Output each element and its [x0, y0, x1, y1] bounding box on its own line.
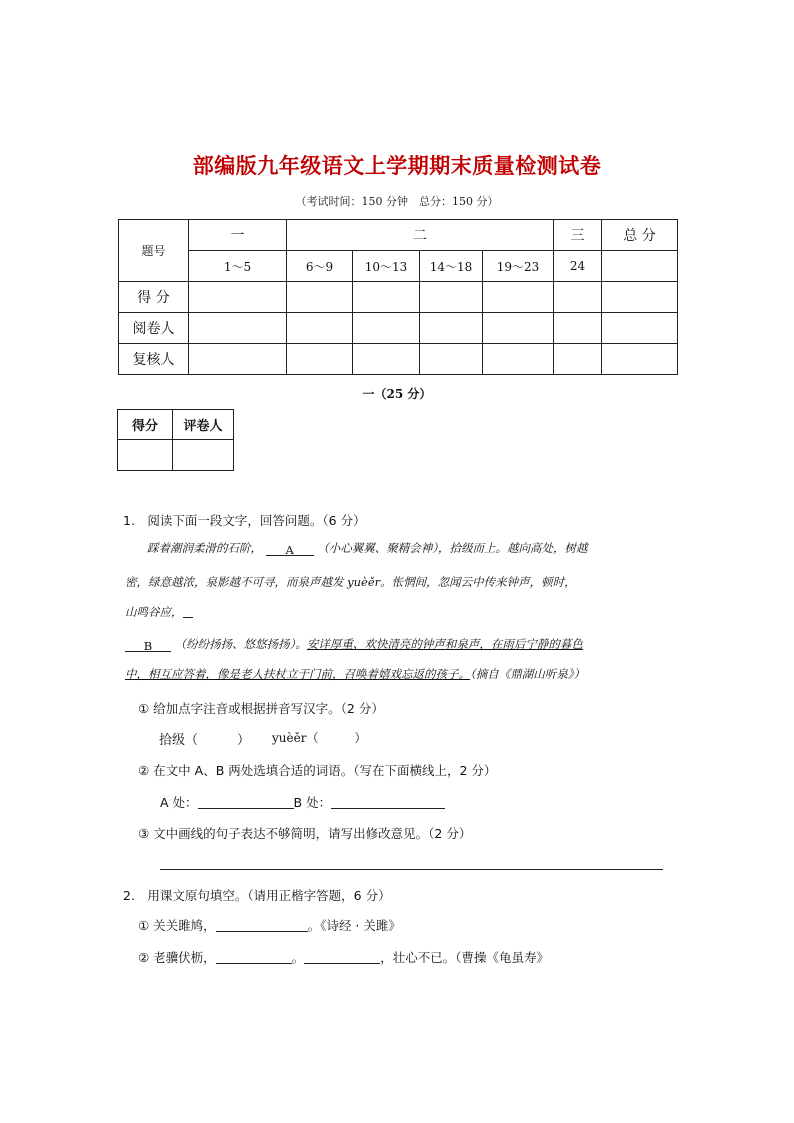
passage-text: 山鸣谷应，	[125, 605, 183, 619]
underlined-sentence: 中，相互应答着，像是老人扶杖立于门前，召唤着嬉戏忘返的孩子。	[125, 667, 470, 681]
grader-entry-cell[interactable]	[189, 313, 287, 344]
score-table	[118, 219, 678, 375]
passage-line-1	[147, 540, 588, 556]
score-header: 得分	[118, 410, 173, 440]
item-range-cell: 6～9	[287, 251, 353, 282]
fill-source: ，壮心不已。（曹操《龟虽寿》	[380, 950, 549, 965]
section-score-entry[interactable]	[118, 440, 173, 471]
score-entry-cell[interactable]	[353, 282, 420, 313]
answer-line[interactable]	[160, 869, 663, 870]
item-range-cell: 14～18	[420, 251, 483, 282]
subquestion-1: ① 给加点字注音或根据拼音写汉字。（2 分）	[138, 701, 384, 716]
subquestion-2: ② 在文中 A、B 两处选填合适的词语。（写在下面横线上，2 分）	[138, 763, 497, 778]
question-2-heading: 2. 用课文原句填空。（请用正楷字答题，6 分）	[123, 888, 391, 903]
passage-line-2: 密，绿意越浓，泉影越不可寻，而泉声越发 yuèěr。怅惘间，忽闻云中传来钟声，顿时，	[125, 575, 576, 589]
score-entry-cell[interactable]	[420, 282, 483, 313]
grader-entry-cell[interactable]	[483, 313, 554, 344]
total-score-cell: 总 分	[602, 220, 678, 251]
answer-a-label: A 处：	[160, 795, 198, 810]
answer-b-blank[interactable]	[331, 796, 445, 809]
score-entry-cell[interactable]	[554, 282, 602, 313]
fill-blank[interactable]	[216, 919, 308, 932]
fill-item-1	[138, 916, 401, 934]
grader-entry-cell[interactable]	[420, 313, 483, 344]
blank-a[interactable]	[266, 543, 314, 556]
section-three-cell: 三	[554, 220, 602, 251]
item-range-cell: 10～13	[353, 251, 420, 282]
fill-text: ① 关关雎鸠，	[138, 918, 216, 933]
answer-row-ab	[160, 793, 445, 811]
fill-blank[interactable]	[304, 951, 380, 964]
pinyin-item-2: yuèěr（ ）	[272, 731, 367, 745]
reviewer-entry-cell[interactable]	[420, 344, 483, 375]
header-label-cell: 题号	[119, 220, 189, 282]
reviewer-entry-cell[interactable]	[353, 344, 420, 375]
passage-text: （小心翼翼、聚精会神），拾	[317, 541, 462, 555]
section-two-cell: 二	[287, 220, 554, 251]
reviewer-entry-cell[interactable]	[287, 344, 353, 375]
reviewer-entry-cell[interactable]	[189, 344, 287, 375]
answer-b-label: B 处：	[293, 795, 332, 810]
answer-a-blank[interactable]	[198, 796, 294, 809]
passage-source: （摘自《鼎湖山听泉》）	[470, 667, 585, 681]
question-1-heading: 1. 阅读下面一段文字，回答问题。（6 分）	[123, 513, 366, 528]
empty-cell	[602, 251, 678, 282]
blank-b-label: B	[143, 639, 153, 653]
fill-text: 。	[291, 950, 305, 965]
reviewer-entry-cell[interactable]	[554, 344, 602, 375]
score-entry-cell[interactable]	[287, 282, 353, 313]
underlined-sentence: 安详厚重、欢快清亮的钟声和泉声，在雨后宁静的暮色	[306, 637, 583, 651]
passage-text: 级而上。越向高处，树越	[461, 541, 588, 555]
page-title: 部编版九年级语文上学期期末质量检测试卷	[192, 153, 602, 178]
passage-line-4	[125, 636, 583, 652]
score-entry-cell[interactable]	[483, 282, 554, 313]
fill-source: 。《诗经 · 关雎》	[307, 918, 401, 933]
passage-text: 踩着潮润柔滑的石阶，	[147, 541, 262, 555]
grader-entry-cell[interactable]	[554, 313, 602, 344]
section-one-cell: 一	[189, 220, 287, 251]
grader-entry-cell[interactable]	[602, 313, 678, 344]
item-range-cell: 24	[554, 251, 602, 282]
score-entry-cell[interactable]	[189, 282, 287, 313]
score-entry-cell[interactable]	[602, 282, 678, 313]
row-label-reviewer: 复核人	[119, 344, 189, 375]
grader-entry-cell[interactable]	[287, 313, 353, 344]
fill-blank[interactable]	[216, 951, 292, 964]
grader-entry-cell[interactable]	[353, 313, 420, 344]
item-range-cell: 1～5	[189, 251, 287, 282]
subquestion-3: ③ 文中画线的句子表达不够简明，请写出修改意见。（2 分）	[138, 826, 472, 841]
fill-text: ② 老骥伏枥，	[138, 950, 216, 965]
section-score-box	[117, 409, 234, 471]
reviewer-entry-cell[interactable]	[602, 344, 678, 375]
section-one-heading: 一（25 分）	[362, 387, 432, 401]
reviewer-entry-cell[interactable]	[483, 344, 554, 375]
blank-a-label: A	[285, 543, 294, 557]
item-range-cell: 19～23	[483, 251, 554, 282]
blank-b[interactable]	[125, 639, 171, 652]
passage-text: （纷纷扬扬、悠悠扬扬）。	[174, 637, 307, 651]
passage-line-3	[125, 604, 193, 620]
pinyin-item-1: 拾级（ ）	[159, 733, 251, 748]
grader-header: 评卷人	[173, 410, 234, 440]
blank-b-start	[183, 605, 193, 618]
exam-info: （考试时间：150 分钟 总分：150 分）	[295, 195, 499, 208]
section-grader-entry[interactable]	[173, 440, 234, 471]
row-label-score: 得 分	[119, 282, 189, 313]
fill-item-2	[138, 948, 549, 966]
passage-line-5	[125, 666, 585, 682]
row-label-grader: 阅卷人	[119, 313, 189, 344]
